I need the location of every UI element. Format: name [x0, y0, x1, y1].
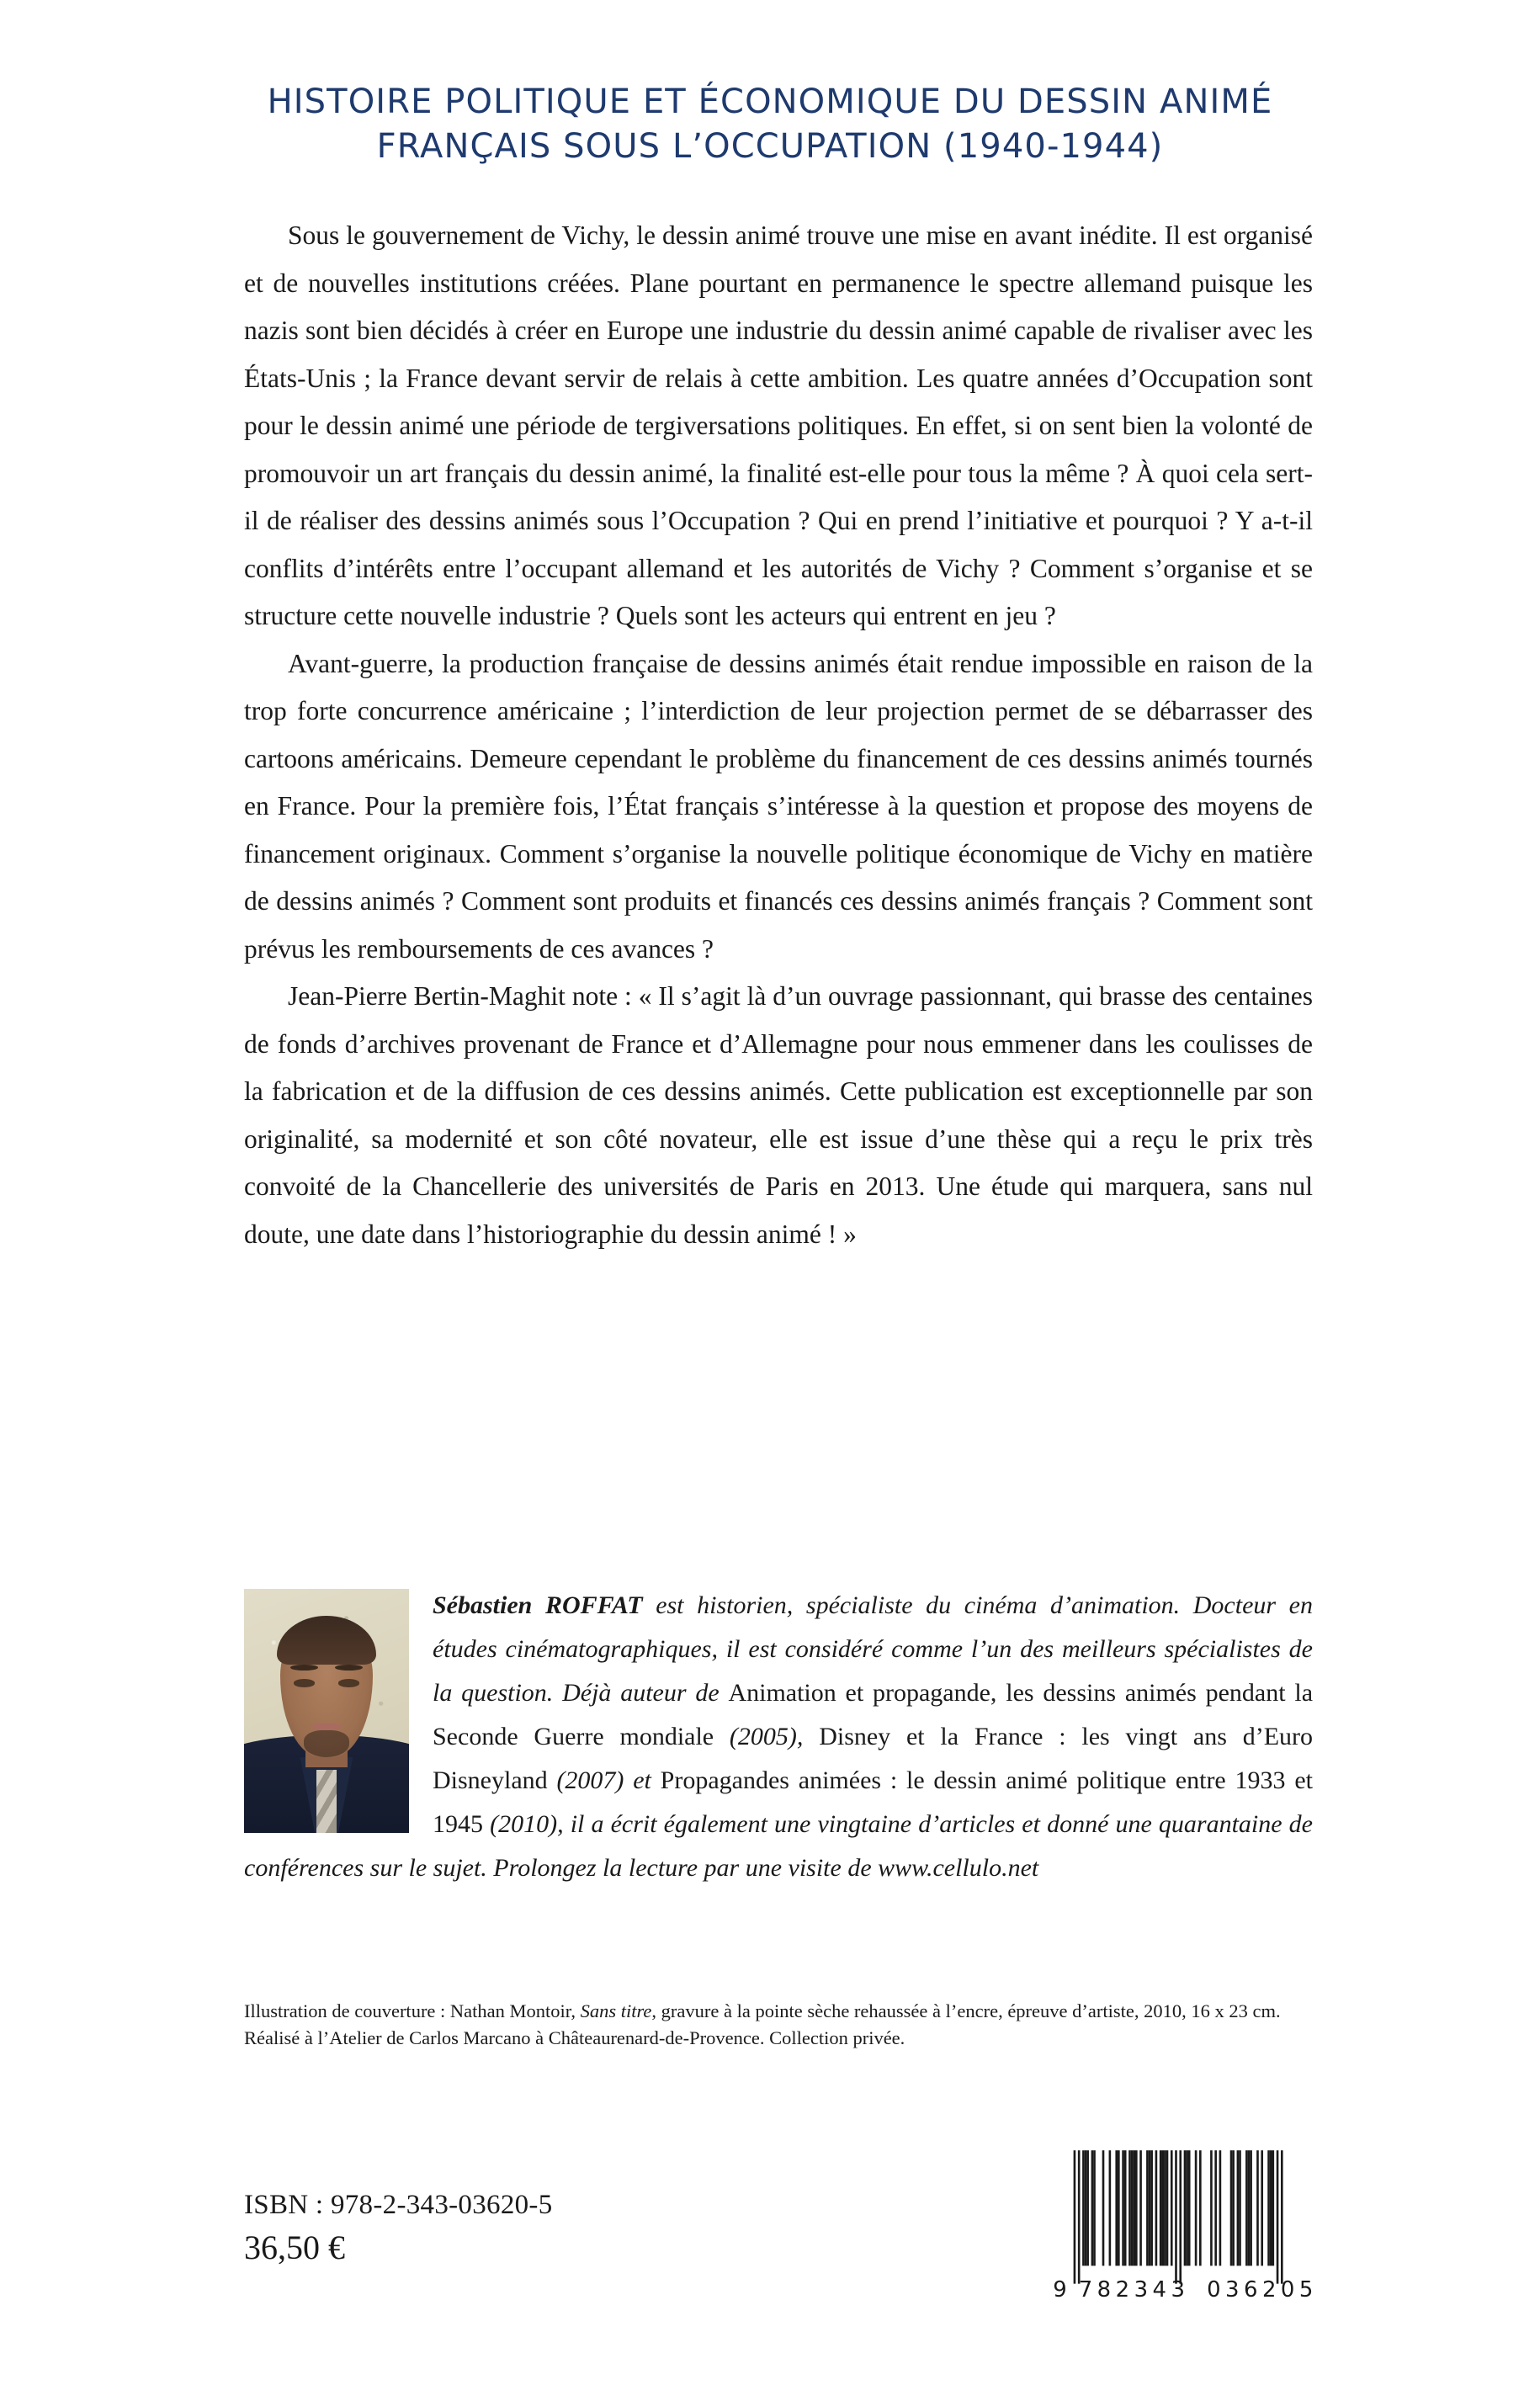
isbn-number: ISBN : 978-2-343-03620-5 — [244, 2190, 553, 2220]
barcode-graphic — [1050, 2140, 1353, 2302]
portrait-eye-left — [294, 1679, 315, 1686]
title-line-1: HISTOIRE POLITIQUE ET ÉCONOMIQUE DU DESSIN ANIMÉ — [267, 82, 1273, 121]
blurb-paragraph-3: Jean-Pierre Bertin-Maghit note : « Il s’agit là d’un ouvrage passionnant, qui brasse des centaines de fonds d’archives provenant de France et d’Allemagne pour nous emmener dans les coulisses de la fabrication et de la diffusion de ces dessins animés. Cette publication est exceptionnelle par son originalité, sa modernité et son côté novateur, elle est issue d’une thèse qui a reçu le prix très convoité de la Chancellerie des universités de Paris en 2013. Une étude qui marquera, sans nul doute, une date dans l’historiographie du dessin animé ! » — [244, 981, 1313, 1249]
portrait-goatee — [304, 1730, 350, 1757]
bio-segment-4: (2010), il a écrit également une vingtaine d’articles et donné une quarantaine de conférences sur le sujet. Prolongez la lecture par une visite de www.cellulo.net — [244, 1810, 1313, 1882]
blurb-paragraph-1: Sous le gouvernement de Vichy, le dessin animé trouve une mise en avant inédite. Il est organisé et de nouvelles institutions créées. Plane pourtant en permanence le spectre allemand puisque les nazis sont bien décidés à créer en Europe une industrie du dessin animé capable de rivaliser avec les États-Unis ; la France devant servir de relais à cette ambition. Les quatre années d’Occupation sont pour le dessin animé une période de tergiversations politiques. En effet, si on sent bien la volonté de promouvoir un art français du dessin animé, la finalité est-elle pour tous la même ? À quoi cela sert-il de réaliser des dessins animés sous l’Occupation ? Qui en prend l’initiative et pourquoi ? Y a-t-il conflits d’intérêts entre l’occupant allemand et les autorités de Vichy ? Comment s’organise et se structure cette nouvelle industrie ? Quels sont les acteurs qui entrent en jeu ? — [244, 220, 1313, 630]
isbn-price-block — [244, 2185, 553, 2271]
author-portrait-photo — [244, 1589, 409, 1833]
bio-segment-2: (2005), — [714, 1723, 820, 1750]
portrait-mouth — [311, 1724, 341, 1731]
credit-text — [244, 1998, 1338, 2052]
ean13-barcode — [1050, 2140, 1353, 2302]
title-line-2: FRANÇAIS SOUS L’OCCUPATION (1940-1944) — [376, 127, 1164, 167]
bio-work-title-3: Propagandes animées : le dessin animé politique entre 1933 et 1945 — [433, 1766, 1313, 1838]
bio-segment-1: est historien, spécialiste du cinéma d’animation. Docteur en études cinématographiques, il est considéré comme l’un des meilleurs spécialistes de la question. Déjà auteur de — [433, 1591, 1313, 1707]
price: 36,50 € — [244, 2228, 345, 2266]
credit-artwork-title: Sans titre — [580, 2000, 652, 2021]
barcode-digit-left: 9 — [1053, 2276, 1067, 2302]
page-title — [151, 81, 1389, 168]
author-bio — [244, 1584, 1313, 1890]
credit-rest: , gravure à la pointe sèche rehaussée à l’encre, épreuve d’artiste, 2010, 16 x 23 cm. Réalisé à l’Atelier de Carlos Marcano à Châteaurenard-de-Provence. Collection privée. — [244, 2000, 1281, 2048]
blurb-paragraph-2: Avant-guerre, la production française de dessins animés était rendue impossible en raison de la trop forte concurrence américaine ; l’interdiction de leur projection permet de se débarrasser des cartoons américains. Demeure cependant le problème du financement de ces dessins animés tournés en France. Pour la première fois, l’État français s’intéresse à la question et propose des moyens de financement originaux. Comment s’organise la nouvelle politique économique de Vichy en matière de dessins animés ? Comment sont produits et financés ces dessins animés français ? Comment sont prévus les remboursements de ces avances ? — [244, 648, 1313, 964]
bio-work-title-1: Animation et propagande, les dessins animés pendant la Seconde Guerre mondiale — [433, 1679, 1314, 1750]
barcode-digits-group-1: 782343 — [1078, 2276, 1190, 2302]
back-cover-blurb — [244, 212, 1313, 1258]
credit-lead: Illustration de couverture : Nathan Montoir, — [244, 2000, 581, 2021]
bio-work-title-2: Disney et la France : les vingt ans d’Euro Disneyland — [433, 1723, 1314, 1794]
barcode-digits-group-2: 036205 — [1207, 2276, 1318, 2302]
portrait-eye-right — [338, 1679, 359, 1686]
author-name: Sébastien ROFFAT — [433, 1591, 643, 1619]
portrait-tie — [316, 1770, 337, 1833]
bio-segment-3: (2007) et — [547, 1766, 661, 1794]
cover-illustration-credit — [244, 1998, 1338, 2052]
